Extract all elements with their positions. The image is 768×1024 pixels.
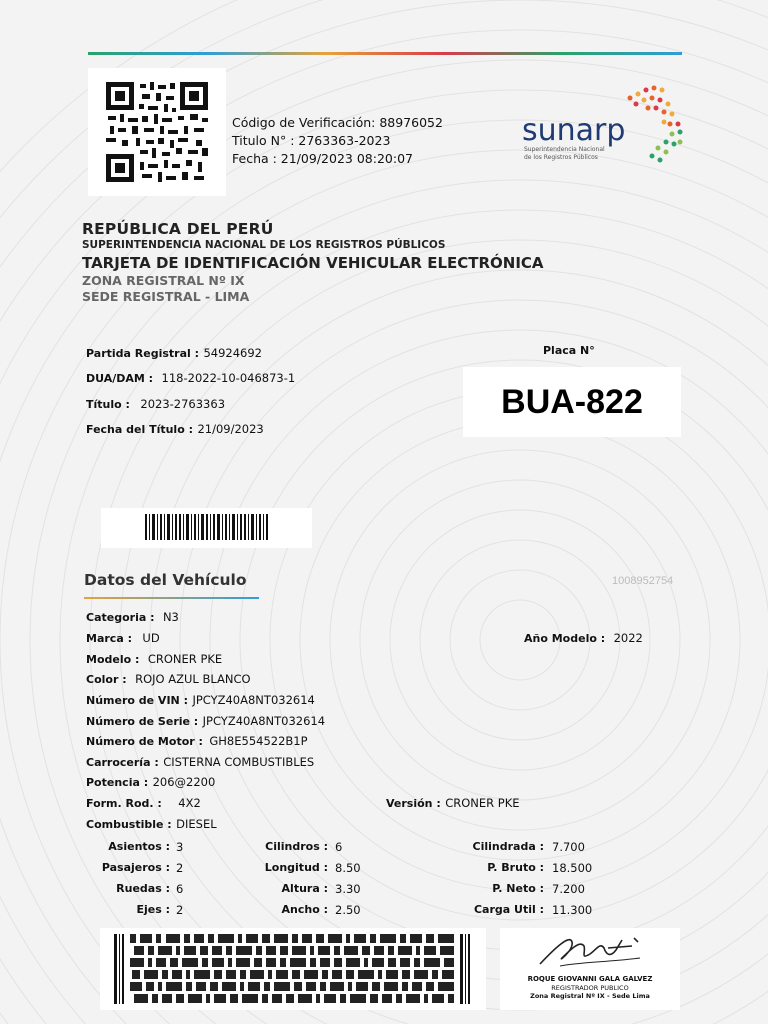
sunarp-logo-text: sunarp bbox=[522, 113, 626, 148]
altura-label: Altura : bbox=[281, 882, 328, 895]
cilindrada-value: 7.700 bbox=[552, 840, 585, 854]
header-zone: ZONA REGISTRAL Nº IX bbox=[82, 273, 245, 288]
pneto-label: P. Neto : bbox=[492, 882, 544, 895]
potencia-label: Potencia : bbox=[86, 776, 149, 789]
titulo-label: Título : bbox=[86, 398, 130, 411]
field-form-rod bbox=[86, 794, 201, 812]
pneto-value: 7.200 bbox=[552, 882, 585, 896]
document-header bbox=[82, 220, 544, 304]
categoria-value: N3 bbox=[162, 610, 179, 624]
titulo-value: 2023-2763363 bbox=[140, 397, 226, 411]
field-combustible bbox=[86, 815, 217, 833]
section-title-datos: Datos del Vehículo bbox=[84, 571, 247, 589]
pdf417-barcode bbox=[100, 928, 486, 1010]
altura-value: 3.30 bbox=[335, 882, 361, 896]
field-fecha-titulo bbox=[86, 420, 264, 438]
field-dua bbox=[86, 369, 295, 387]
cilindros-label: Cilindros : bbox=[265, 840, 328, 853]
field-motor bbox=[86, 732, 308, 750]
cilindros-value: 6 bbox=[335, 840, 343, 854]
signatory-name: ROQUE GIOVANNI GALA GALVEZ bbox=[527, 975, 653, 983]
fecha-titulo-label: Fecha del Título : bbox=[86, 423, 193, 436]
signatory-zone: Zona Registral Nº IX - Sede Lima bbox=[530, 992, 650, 1000]
modelo-value: CRONER PKE bbox=[147, 652, 223, 666]
color-value: ROJO AZUL BLANCO bbox=[135, 672, 251, 686]
marca-label: Marca : bbox=[86, 632, 132, 645]
combustible-label: Combustible : bbox=[86, 818, 172, 831]
ruedas-value: 6 bbox=[176, 882, 184, 896]
dua-label: DUA/DAM : bbox=[86, 372, 154, 385]
ejes-label: Ejes : bbox=[136, 903, 170, 916]
carroceria-value: CISTERNA COMBUSTIBLES bbox=[163, 755, 315, 769]
header-document-title: TARJETA DE IDENTIFICACIÓN VEHICULAR ELECTRÓNICA bbox=[82, 254, 544, 272]
field-potencia bbox=[86, 773, 215, 791]
field-categoria bbox=[86, 608, 179, 626]
barcode-small bbox=[101, 508, 312, 548]
ancho-label: Ancho : bbox=[281, 903, 328, 916]
fecha-titulo-value: 21/09/2023 bbox=[197, 422, 264, 436]
verification-date: Fecha : 21/09/2023 08:20:07 bbox=[232, 151, 413, 166]
color-label: Color : bbox=[86, 673, 127, 686]
qr-code bbox=[106, 82, 208, 182]
pbruto-value: 18.500 bbox=[552, 861, 593, 875]
version-value: CRONER PKE bbox=[445, 796, 520, 810]
section-underline bbox=[84, 597, 259, 599]
signature-block bbox=[500, 928, 680, 1010]
combustible-value: DIESEL bbox=[176, 817, 217, 831]
placa-value: BUA-822 bbox=[501, 382, 643, 421]
pasajeros-label: Pasajeros : bbox=[101, 861, 170, 874]
pasajeros-value: 2 bbox=[176, 861, 184, 875]
header-sede: SEDE REGISTRAL - LIMA bbox=[82, 289, 250, 304]
cilindrada-label: Cilindrada : bbox=[472, 840, 544, 853]
vin-value: JPCYZ40A8NT032614 bbox=[192, 693, 315, 707]
anio-label: Año Modelo : bbox=[524, 632, 606, 645]
cargautil-label: Carga Util : bbox=[473, 903, 544, 916]
document-serial: 1008952754 bbox=[612, 575, 674, 587]
logo-tagline-2: de los Registros Públicos bbox=[524, 154, 598, 161]
ancho-value: 2.50 bbox=[335, 903, 361, 917]
field-version bbox=[386, 794, 520, 812]
handwritten-signature bbox=[500, 928, 680, 978]
dua-value: 118-2022-10-046873-1 bbox=[161, 371, 296, 385]
categoria-label: Categoria : bbox=[86, 611, 155, 624]
field-titulo bbox=[86, 395, 225, 413]
header-agency: SUPERINTENDENCIA NACIONAL DE LOS REGISTROS PÚBLICOS bbox=[82, 239, 446, 251]
longitud-value: 8.50 bbox=[335, 861, 361, 875]
field-marca bbox=[86, 629, 160, 647]
asientos-label: Asientos : bbox=[108, 840, 170, 853]
verification-info bbox=[232, 114, 443, 168]
asientos-value: 3 bbox=[176, 840, 184, 854]
ruedas-label: Ruedas : bbox=[116, 882, 170, 895]
logo-tagline-1: Superintendencia Nacional bbox=[524, 146, 605, 153]
cargautil-value: 11.300 bbox=[552, 903, 593, 917]
field-partida bbox=[86, 344, 262, 362]
serie-label: Número de Serie : bbox=[86, 715, 199, 728]
field-anio-modelo bbox=[524, 629, 643, 647]
placa-box bbox=[463, 367, 681, 437]
sunarp-logo bbox=[520, 80, 695, 170]
header-country: REPÚBLICA DEL PERÚ bbox=[82, 220, 274, 238]
potencia-value: 206@2200 bbox=[152, 775, 216, 789]
formrod-value: 4X2 bbox=[178, 796, 201, 810]
verification-title: Titulo N° : 2763363-2023 bbox=[232, 133, 391, 148]
top-color-stripe bbox=[88, 52, 682, 55]
signatory-role: REGISTRADOR PUBLICO bbox=[551, 984, 629, 992]
placa-label: Placa N° bbox=[543, 344, 595, 357]
partida-label: Partida Registral : bbox=[86, 347, 199, 360]
serie-value: JPCYZ40A8NT032614 bbox=[202, 714, 326, 728]
marca-value: UD bbox=[142, 631, 160, 645]
motor-value: GH8E554522B1P bbox=[209, 734, 308, 748]
modelo-label: Modelo : bbox=[86, 653, 140, 666]
partida-value: 54924692 bbox=[203, 346, 262, 360]
qr-code-panel bbox=[88, 68, 226, 196]
verification-code: Código de Verificación: 88976052 bbox=[232, 115, 443, 130]
pbruto-label: P. Bruto : bbox=[487, 861, 544, 874]
anio-value: 2022 bbox=[613, 631, 643, 645]
field-carroceria bbox=[86, 753, 314, 771]
field-serie bbox=[86, 712, 325, 730]
motor-label: Número de Motor : bbox=[86, 735, 203, 748]
field-vin bbox=[86, 691, 315, 709]
field-modelo bbox=[86, 650, 222, 668]
version-label: Versión : bbox=[386, 797, 441, 810]
ejes-value: 2 bbox=[176, 903, 184, 917]
longitud-label: Longitud : bbox=[264, 861, 328, 874]
formrod-label: Form. Rod. : bbox=[86, 797, 162, 810]
carroceria-label: Carrocería : bbox=[86, 756, 159, 769]
vin-label: Número de VIN : bbox=[86, 694, 188, 707]
field-color bbox=[86, 670, 251, 688]
